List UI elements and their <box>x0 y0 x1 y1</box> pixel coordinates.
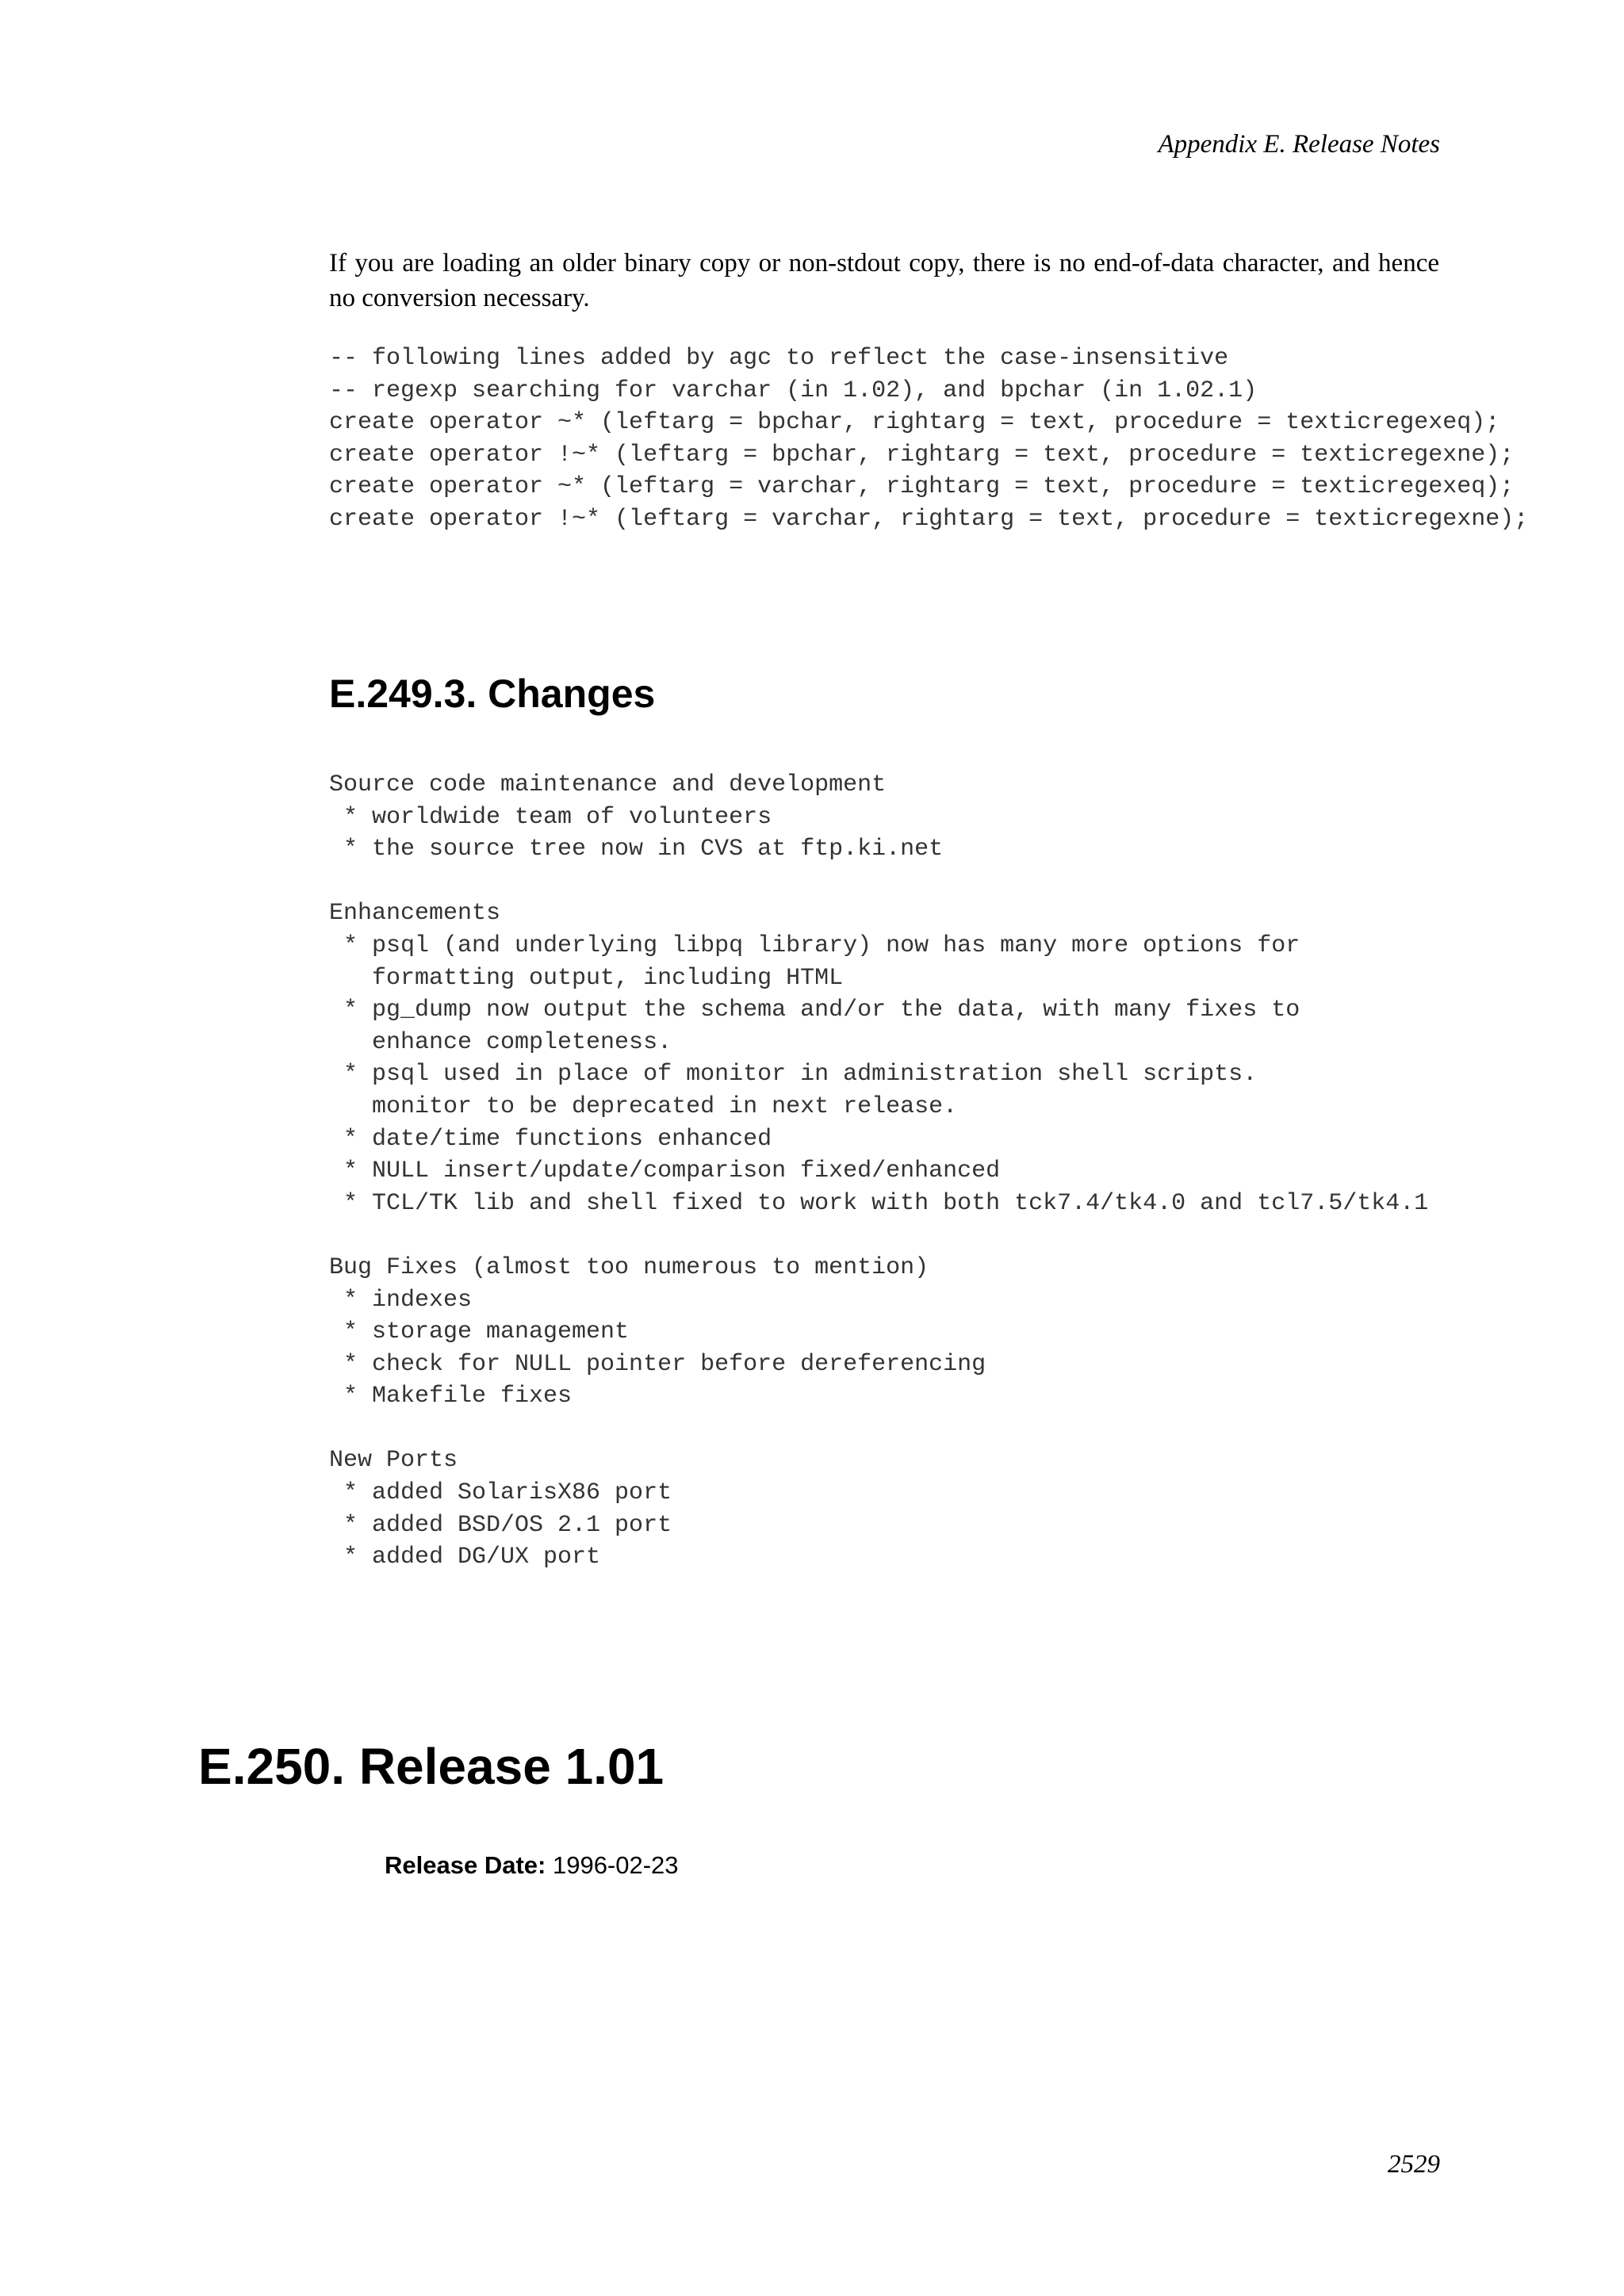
section-heading-changes: E.249.3. Changes <box>329 672 656 716</box>
running-header: Appendix E. Release Notes <box>1158 130 1440 159</box>
page-number: 2529 <box>1388 2150 1440 2179</box>
intro-paragraph: If you are loading an older binary copy or non-stdout copy, there is no end-of-data character, and hence no conversion necessary. <box>329 249 1439 312</box>
release-date-label: Release Date: <box>385 1851 546 1879</box>
release-date-value: 1996-02-23 <box>552 1851 679 1879</box>
release-date <box>385 1850 679 1881</box>
changes-list: Source code maintenance and development * worldwide team of volunteers * the source tree now in CVS at ftp.ki.net Enhancements * psql (and underlying libpq library) now has many more options for formatting output, including HTML * pg_dump now output the schema and/or the data, with many fixes to enhance completeness. * psql used in place of monitor in administration shell scripts. monitor to be deprecated in next release. * date/time functions enhanced * NULL insert/update/comparison fixed/enhanced * TCL/TK lib and shell fixed to work with both tck7.4/tk4.0 and tcl7.5/tk4.1 Bug Fixes (almost too numerous to mention) * indexes * storage management * check for NULL pointer before dereferencing * Makefile fixes New Ports * added SolarisX86 port * added BSD/OS 2.1 port * added DG/UX port <box>329 771 1429 1571</box>
release-heading: E.250. Release 1.01 <box>198 1738 665 1795</box>
code-listing: -- following lines added by agc to reflect the case-insensitive -- regexp searching for varchar (in 1.02), and bpchar (in 1.02.1) create operator ~* (leftarg = bpchar, rightarg = text, procedure = texticregexeq); create operator !~* (leftarg = bpchar, rightarg = text, procedure = texticregexne); create operator ~* (leftarg = varchar, rightarg = text, procedure = texticregexeq); create operator !~* (leftarg = varchar, rightarg = text, procedure = texticregexne); <box>329 345 1529 533</box>
